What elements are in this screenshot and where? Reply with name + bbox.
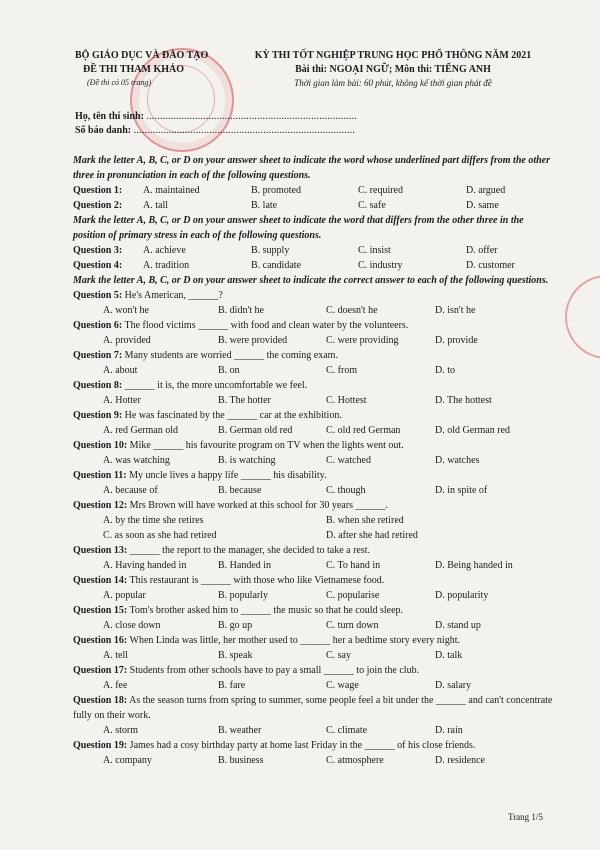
- question-stem: [73, 633, 553, 648]
- option-a: A. by the time she retires: [103, 515, 204, 526]
- option-a: A. provided: [103, 335, 151, 346]
- option-b: B. is watching: [218, 455, 276, 466]
- option-c: C. doesn't he: [326, 305, 378, 316]
- question-stem: [73, 738, 553, 753]
- question-stem: [73, 573, 553, 588]
- question-label: Question 14:: [73, 575, 128, 586]
- option-d: D. same: [466, 200, 499, 211]
- question-stem: [73, 288, 553, 303]
- options-row: [73, 333, 553, 348]
- option-d: D. argued: [466, 185, 506, 196]
- question-stem: [73, 348, 553, 363]
- option-c: C. as soon as she had retired: [103, 530, 217, 541]
- option-d: D. talk: [435, 650, 463, 661]
- option-d: D. Being handed in: [435, 560, 513, 571]
- page-number: Trang 1/5: [508, 812, 543, 822]
- candidate-id-blank: ..................................................................................: [133, 125, 356, 136]
- options-row: [73, 723, 553, 738]
- question-stem: [73, 603, 553, 618]
- option-d: D. offer: [466, 245, 498, 256]
- option-b: B. fare: [218, 680, 246, 691]
- question-label: Question 11:: [73, 470, 127, 481]
- option-b: B. go up: [218, 620, 253, 631]
- question-stem: [73, 408, 553, 423]
- option-d: D. customer: [466, 260, 515, 271]
- question-label: Question 7:: [73, 350, 123, 361]
- question-label: Question 1:: [73, 185, 123, 196]
- option-a: A. Having handed in: [103, 560, 187, 571]
- question-label: Question 19:: [73, 740, 128, 751]
- option-a: A. won't he: [103, 305, 149, 316]
- question-stem: [73, 318, 553, 333]
- option-c: C. safe: [358, 200, 386, 211]
- option-d: D. old German red: [435, 425, 510, 436]
- question-stem: [73, 498, 553, 513]
- option-b: B. German old red: [218, 425, 293, 436]
- option-d: D. rain: [435, 725, 463, 736]
- doc-type: ĐỀ THI THAM KHẢO: [83, 64, 185, 75]
- option-c: C. insist: [358, 245, 391, 256]
- question-stem: [73, 663, 553, 678]
- instruction-pronunciation: Mark the letter A, B, C, or D on your answer sheet to indicate the word whose underlined part differs from the other three in pronunciation in each of the following questions.: [73, 155, 550, 181]
- option-a: A. was watching: [103, 455, 170, 466]
- option-c: C. say: [326, 650, 351, 661]
- pages-note: (Đề thi có 05 trang): [87, 78, 151, 87]
- question-text: Tom's brother asked him to ______ the music so that he could sleep.: [129, 605, 404, 616]
- question-stem: [73, 438, 553, 453]
- question-row: [73, 243, 553, 258]
- question-text: Mrs Brown will have worked at this school for 30 years ______.: [129, 500, 388, 511]
- option-c: C. required: [358, 185, 403, 196]
- options-row: [73, 678, 553, 693]
- option-d: D. provide: [435, 335, 478, 346]
- option-d: D. popularity: [435, 590, 489, 601]
- options-row: [73, 648, 553, 663]
- option-d: D. salary: [435, 680, 472, 691]
- option-d: D. to: [435, 365, 455, 376]
- question-label: Question 16:: [73, 635, 128, 646]
- option-b: B. when she retired: [326, 515, 404, 526]
- options-row: [73, 393, 553, 408]
- option-d: D. isn't he: [435, 305, 476, 316]
- question-label: Question 13:: [73, 545, 128, 556]
- candidate-name-blank: ..............................................................................: [146, 111, 358, 122]
- options-row: [73, 588, 553, 603]
- option-c: C. turn down: [326, 620, 379, 631]
- option-c: C. climate: [326, 725, 368, 736]
- option-a: A. popular: [103, 590, 146, 601]
- option-d: D. The hottest: [435, 395, 492, 406]
- candidate-name-field: [75, 111, 357, 122]
- option-c: C. atmosphere: [326, 755, 384, 766]
- option-d: D. watches: [435, 455, 480, 466]
- option-a: A. storm: [103, 725, 138, 736]
- option-b: B. late: [251, 200, 278, 211]
- question-label: Question 6:: [73, 320, 123, 331]
- option-a: A. tell: [103, 650, 128, 661]
- option-a: A. red German old: [103, 425, 178, 436]
- option-c: C. though: [326, 485, 366, 496]
- question-label: Question 18:: [73, 695, 128, 706]
- question-text: ______ it is, the more uncomfortable we feel.: [124, 380, 308, 391]
- question-row: [73, 258, 553, 273]
- option-a: A. achieve: [143, 245, 186, 256]
- option-b: B. speak: [218, 650, 253, 661]
- question-text: Mike ______ his favourite program on TV when the lights went out.: [129, 440, 404, 451]
- option-b: B. weather: [218, 725, 262, 736]
- option-b: B. Handed in: [218, 560, 272, 571]
- option-a: A. about: [103, 365, 138, 376]
- option-c: C. To hand in: [326, 560, 381, 571]
- question-stem: [73, 543, 553, 558]
- instruction-stress: Mark the letter A, B, C, or D on your answer sheet to indicate the word that differs from the other three in the position of primary stress in each of the following questions.: [73, 215, 524, 241]
- option-c: C. old red German: [326, 425, 401, 436]
- questions-body: [73, 153, 553, 768]
- options-row: [73, 618, 553, 633]
- option-c: C. Hottest: [326, 395, 367, 406]
- option-a: A. because of: [103, 485, 158, 496]
- option-b: B. were provided: [218, 335, 288, 346]
- question-label: Question 4:: [73, 260, 123, 271]
- option-b: B. didn't he: [218, 305, 264, 316]
- question-text: This restaurant is ______ with those who like Vietnamese food.: [129, 575, 385, 586]
- edge-seal-stamp: [565, 275, 600, 359]
- option-a: A. company: [103, 755, 152, 766]
- question-label: Question 17:: [73, 665, 128, 676]
- question-text: He's American, ______?: [124, 290, 223, 301]
- seal-inner-ring: [147, 65, 215, 133]
- ministry-name: BỘ GIÁO DỤC VÀ ĐÀO TẠO: [75, 50, 209, 61]
- option-c: C. watched: [326, 455, 371, 466]
- option-d: D. residence: [435, 755, 485, 766]
- instruction-correct-answer: Mark the letter A, B, C, or D on your answer sheet to indicate the correct answer to each of the following questions.: [73, 275, 549, 286]
- option-c: C. were providing: [326, 335, 399, 346]
- question-text: Many students are worried ______ the coming exam.: [124, 350, 338, 361]
- question-text: My uncle lives a happy life ______ his disability.: [129, 470, 327, 481]
- question-label: Question 3:: [73, 245, 123, 256]
- exam-title: KỲ THI TỐT NGHIỆP TRUNG HỌC PHỔ THÔNG NĂM 2021: [254, 50, 532, 61]
- options-row: [73, 483, 553, 498]
- option-b: B. candidate: [251, 260, 301, 271]
- candidate-id-field: [75, 125, 355, 136]
- question-text: The flood victims ______ with food and clean water by the volunteers.: [124, 320, 409, 331]
- option-c: C. industry: [358, 260, 403, 271]
- question-text: When Linda was little, her mother used to ______ her a bedtime story every night.: [129, 635, 460, 646]
- question-label: Question 9:: [73, 410, 123, 421]
- option-b: B. popularly: [218, 590, 268, 601]
- option-b: B. business: [218, 755, 264, 766]
- options-row: [73, 453, 553, 468]
- option-a: A. tradition: [143, 260, 190, 271]
- question-stem: [73, 378, 553, 393]
- options-row: [73, 363, 553, 378]
- question-text: As the season turns from spring to summer, some people feel a bit under the ______ and can't concentrate fully on their work.: [73, 695, 553, 721]
- question-stem: [73, 468, 553, 483]
- option-c: C. popularise: [326, 590, 380, 601]
- option-b: B. because: [218, 485, 262, 496]
- question-label: Question 15:: [73, 605, 128, 616]
- option-b: B. The hotter: [218, 395, 271, 406]
- option-a: A. maintained: [143, 185, 200, 196]
- question-text: Students from other schools have to pay a small ______ to join the club.: [129, 665, 420, 676]
- question-label: Question 5:: [73, 290, 123, 301]
- question-text: ______ the report to the manager, she decided to take a rest.: [129, 545, 371, 556]
- question-row: [73, 198, 553, 213]
- candidate-id-label: Số báo danh:: [75, 125, 132, 136]
- options-row: [73, 558, 553, 573]
- question-text: He was fascinated by the ______ car at the exhibition.: [124, 410, 342, 421]
- subject-line: Bài thi: NGOẠI NGỮ; Môn thi: TIẾNG ANH: [295, 64, 491, 75]
- option-a: A. tall: [143, 200, 168, 211]
- options-row: [73, 528, 553, 543]
- option-d: D. after she had retired: [326, 530, 418, 541]
- option-a: A. close down: [103, 620, 161, 631]
- option-b: B. on: [218, 365, 240, 376]
- header-left: [75, 50, 209, 87]
- question-label: Question 2:: [73, 200, 123, 211]
- question-stem: [73, 693, 553, 723]
- option-c: C. from: [326, 365, 358, 376]
- header-right: [228, 50, 558, 88]
- option-d: D. in spite of: [435, 485, 488, 496]
- options-row: [73, 513, 553, 528]
- candidate-name-label: Họ, tên thí sinh:: [75, 111, 144, 122]
- option-a: A. fee: [103, 680, 128, 691]
- options-row: [73, 303, 553, 318]
- option-b: B. supply: [251, 245, 290, 256]
- option-d: D. stand up: [435, 620, 481, 631]
- option-c: C. wage: [326, 680, 359, 691]
- options-row: [73, 423, 553, 438]
- question-label: Question 10:: [73, 440, 128, 451]
- question-label: Question 12:: [73, 500, 128, 511]
- options-row: [73, 753, 553, 768]
- question-text: James had a cosy birthday party at home last Friday in the ______ of his close friends.: [129, 740, 476, 751]
- question-label: Question 8:: [73, 380, 123, 391]
- option-b: B. promoted: [251, 185, 301, 196]
- option-a: A. Hotter: [103, 395, 141, 406]
- question-row: [73, 183, 553, 198]
- time-line: Thời gian làm bài: 60 phút, không kể thời gian phát đề: [294, 78, 492, 88]
